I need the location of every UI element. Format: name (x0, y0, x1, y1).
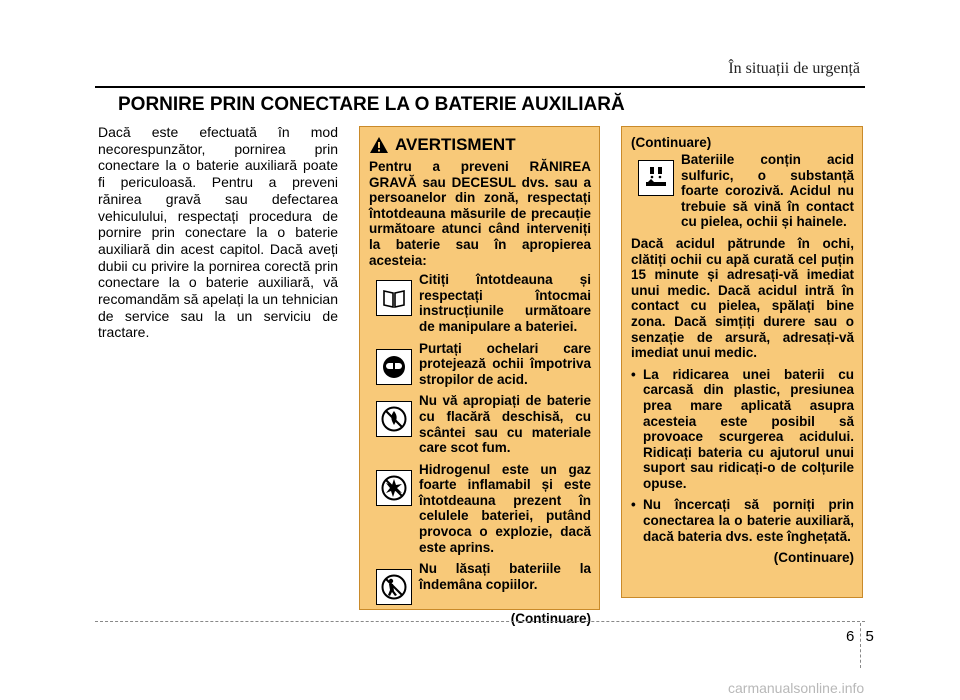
continued-label: (Continuare) (510, 611, 591, 627)
explosion-hazard-icon (376, 470, 412, 506)
warning-item (369, 393, 591, 455)
watermark: carmanualsonline.info (728, 680, 865, 696)
acid-contact-paragraph: Dacă acidul pătrunde în ochi, clătiți ochii cu apă curată cel puțin 15 minute și adresați-vă imediat unui medic. Dacă acidul intră în contact cu pielea, spălați bine zona. Dacă simțiți durere sau o senzație de arsură, adresați-vă imediat unui medic. (631, 235, 854, 361)
keep-from-children-icon (376, 569, 412, 605)
bullet-dot: • (631, 366, 636, 382)
section-title: PORNIRE PRIN CONECTARE LA O BATERIE AUXILIARĂ (118, 94, 625, 115)
corrosive-acid-icon (638, 160, 674, 196)
warning-item (369, 561, 591, 605)
warning-box (359, 126, 600, 627)
continuation-heading: (Continuare) (631, 135, 712, 150)
page-number (846, 628, 874, 645)
safety-goggles-icon (376, 349, 412, 385)
bullet-item (631, 367, 854, 492)
manual-book-icon (376, 280, 412, 316)
acid-warning-item (631, 152, 854, 230)
warning-item (369, 341, 591, 388)
warning-item-text: Nu vă apropiați de baterie cu flacără deschisă, cu scântei sau cu materiale care scot fum. (419, 393, 591, 456)
continued-label: (Continuare) (773, 550, 854, 566)
warning-item-text: Hidrogenul este un gaz foarte inflamabil și este întotdeauna prezent în celulele bateriei, putând provoca o explozie, dacă este aprins. (419, 461, 591, 555)
warning-item-text: Purtați ochelari care protejează ochii împotriva stropilor de acid. (419, 340, 591, 387)
bullet-text: La ridicarea unei baterii cu carcasă din plastic, presiunea prea mare aplicată asupra acesteia este posibil să provoace scurgerea acidului. Ridicați bateria cu ajutorul unui suport sau ridicați-o de colțurile opuse. (643, 366, 854, 491)
bullet-text: Nu încercați să porniți prin conectarea la o baterie auxiliară, dacă bateria dvs. este înghețată. (643, 497, 854, 544)
no-open-flame-icon (376, 401, 412, 437)
bullet-dot: • (631, 497, 636, 513)
intro-paragraph: Dacă este efectuată în mod necorespunzător, pornirea prin conectare la o baterie auxiliară poate fi periculoasă. Pentru a preveni rănirea gravă sau defectarea vehiculului, respectați procedura de pornire prin conectare la o baterie auxiliară din acest capitol. Dacă aveți dubii cu privire la pornirea corectă prin conectare la o baterie auxiliară, vă recomandăm să apelați la un tehnician de service sau la un serviciu de tractare. (98, 124, 338, 341)
warning-triangle-icon (369, 136, 389, 154)
acid-warning-text: Bateriile conțin acid sulfuric, o substanță foarte corozivă. Acidul nu trebuie să vină în contact cu pielea, ochii și hainele. (681, 152, 854, 230)
warning-header (369, 135, 591, 155)
warning-item-text: Citiți întotdeauna și respectați întocmai instrucțiunile următoare de manipulare a bateriei. (419, 272, 591, 334)
warning-item (369, 272, 591, 334)
page-section: 6 (846, 628, 855, 645)
warning-intro: Pentru a preveni RĂNIREA GRAVĂ sau DECESUL dvs. sau a persoanelor din zonă, respectați întotdeauna măsurile de precauție următoare atunci când interveniți la baterie sau în apropierea acesteia: (369, 159, 591, 268)
chapter-title: În situații de urgență (728, 60, 860, 77)
warning-title: AVERTISMENT (395, 135, 516, 154)
footer-rule (95, 621, 865, 622)
continuation-box (621, 126, 863, 598)
header-rule (95, 86, 865, 88)
warning-item (369, 462, 591, 556)
bullet-item (631, 497, 854, 544)
warning-item-text: Nu lăsați bateriile la îndemâna copiilor. (419, 561, 591, 592)
page-index: 5 (865, 628, 874, 645)
